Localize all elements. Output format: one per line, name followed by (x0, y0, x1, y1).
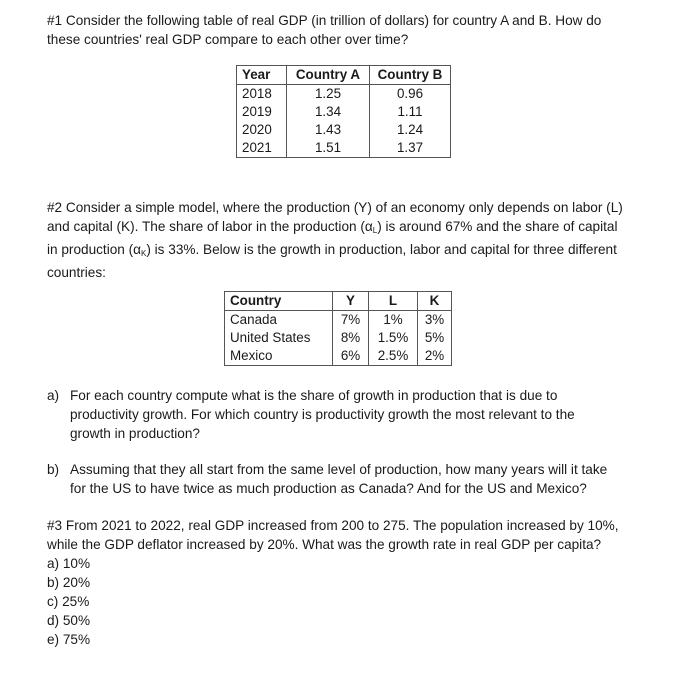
cell-country-b: 1.11 (370, 103, 451, 121)
cell-year: 2020 (237, 121, 287, 139)
cell-country-a: 1.25 (287, 85, 370, 104)
cell-l: 1.5% (369, 329, 418, 347)
cell-country-b: 1.37 (370, 139, 451, 158)
table-row (225, 329, 452, 347)
cell-y: 8% (333, 329, 369, 347)
cell-year: 2018 (237, 85, 287, 104)
q3-line: while the GDP deflator increased by 20%. What was the growth rate in real GDP per capita? (47, 537, 602, 552)
table-row (225, 311, 452, 330)
q2-line (47, 240, 647, 263)
header-country-a: Country A (287, 66, 370, 85)
cell-country: United States (225, 329, 333, 347)
cell-country: Mexico (225, 347, 333, 366)
cell-k: 5% (418, 329, 452, 347)
cell-k: 2% (418, 347, 452, 366)
cell-country-b: 0.96 (370, 85, 451, 104)
q2-line: #2 Consider a simple model, where the production (Y) of an economy only depends on labor (L) (47, 200, 623, 215)
cell-year: 2019 (237, 103, 287, 121)
item-label: a) (47, 388, 60, 403)
growth-table (224, 291, 452, 366)
table-row (225, 347, 452, 366)
question-3-text (47, 516, 647, 554)
item-line: growth in production? (70, 426, 200, 441)
q1-line: these countries' real GDP compare to each other over time? (47, 32, 409, 47)
option-e: e) 75% (47, 632, 91, 647)
cell-country-a: 1.43 (287, 121, 370, 139)
table-header-row (225, 292, 452, 311)
item-label: b) (47, 462, 60, 477)
alpha-subscript: L (372, 226, 378, 235)
q2-text-part: ) is around 67% and the share of capital (377, 219, 618, 234)
q2-text-part: and capital (K). The share of labor in the production (α (47, 219, 373, 234)
header-k: K (418, 292, 452, 311)
item-line: For each country compute what is the share of growth in production that is due to (70, 388, 558, 403)
header-country-b: Country B (370, 66, 451, 85)
item-text (70, 386, 645, 443)
q2-line: countries: (47, 265, 106, 280)
question-2-text (47, 198, 647, 282)
alpha-subscript: K (141, 249, 147, 258)
q2-text-part: ) is 33%. Below is the growth in production, labor and capital for three different (146, 242, 617, 257)
table-row (237, 121, 451, 139)
cell-y: 7% (333, 311, 369, 330)
cell-l: 1% (369, 311, 418, 330)
header-y: Y (333, 292, 369, 311)
table-row (237, 139, 451, 158)
q2-text-part: in production (α (47, 242, 142, 257)
cell-l: 2.5% (369, 347, 418, 366)
cell-country-b: 1.24 (370, 121, 451, 139)
question-1-text (47, 11, 647, 49)
cell-country-a: 1.51 (287, 139, 370, 158)
cell-country: Canada (225, 311, 333, 330)
option-b: b) 20% (47, 575, 91, 590)
q1-line: #1 Consider the following table of real GDP (in trillion of dollars) for country A and B. How do (47, 13, 602, 28)
header-year: Year (237, 66, 287, 85)
option-a: a) 10% (47, 556, 91, 571)
header-country: Country (225, 292, 333, 311)
cell-year: 2021 (237, 139, 287, 158)
table-header-row (237, 66, 451, 85)
item-text (70, 460, 645, 498)
item-line: for the US to have twice as much production as Canada? And for the US and Mexico? (70, 481, 587, 496)
q2-line (47, 217, 647, 240)
q3-line: #3 From 2021 to 2022, real GDP increased from 200 to 275. The population increased by 10%, (47, 518, 619, 533)
option-c: c) 25% (47, 594, 90, 609)
table-row (237, 85, 451, 104)
gdp-table (236, 65, 451, 158)
option-d: d) 50% (47, 613, 91, 628)
table-row (237, 103, 451, 121)
item-line: Assuming that they all start from the same level of production, how many years will it take (70, 462, 608, 477)
cell-country-a: 1.34 (287, 103, 370, 121)
cell-k: 3% (418, 311, 452, 330)
cell-y: 6% (333, 347, 369, 366)
header-l: L (369, 292, 418, 311)
item-line: productivity growth. For which country is productivity growth the most relevant to the (70, 407, 575, 422)
